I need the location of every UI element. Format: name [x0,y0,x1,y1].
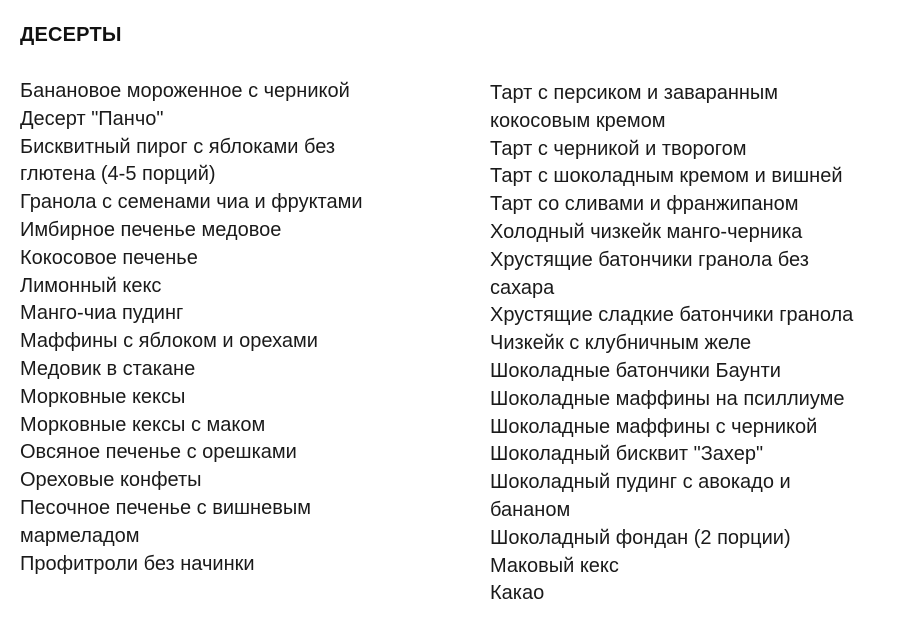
list-item: глютена (4-5 порций) [20,163,216,186]
list-item: Хрустящие батончики гранола без [490,248,809,271]
list-item: Шоколадный бисквит "Захер" [490,443,764,466]
list-item: Шоколадный фондан (2 порции) [490,526,791,549]
list-item: Гранола с семенами чиа и фруктами [20,191,363,214]
list-item: Лимонный кекс [20,274,162,297]
list-item: Профитроли без начинки [20,552,255,575]
list-item: Какао [490,582,545,605]
list-item: Холодный чизкейк манго-черника [490,220,803,243]
list-item: Манго-чиа пудинг [20,302,184,325]
list-item: Тарт с персиком и заваранным [490,82,779,104]
list-item: Шоколадный пудинг с авокадо и [490,471,791,494]
list-item: Морковные кексы с маком [20,413,266,436]
list-item: Чизкейк с клубничным желе [490,332,752,355]
list-item: Хрустящие сладкие батончики гранола [490,304,854,327]
list-item: Ореховые конфеты [20,469,202,492]
list-item: Маффины с яблоком и орехами [20,330,318,353]
list-item: Тарт с черникой и творогом [490,137,747,160]
list-item: сахара [490,276,555,299]
list-item: Маковый кекс [490,554,619,577]
page-title: ДЕСЕРТЫ [20,24,122,46]
list-item: мармеладом [20,524,140,547]
list-item: Песочное печенье с вишневым [20,496,311,519]
dessert-list-left [20,78,460,578]
list-item: Банановое мороженное с черникой [20,80,350,102]
list-item: Морковные кексы [20,385,186,408]
list-item: Десерт "Панчо" [20,107,164,130]
list-item: Имбирное печенье медовое [20,218,282,241]
list-item: Тарт со сливами и франжипаном [490,193,799,216]
list-item: Медовик в стакане [20,357,196,380]
list-item: Шоколадные маффины на псиллиуме [490,387,845,410]
list-item: Тарт с шоколадным кремом и вишней [490,165,843,188]
list-item: Шоколадные батончики Баунти [490,359,781,382]
list-item: Овсяное печенье с орешками [20,441,297,464]
list-item: Шоколадные маффины с черникой [490,415,818,438]
list-item: кокосовым кремом [490,109,666,132]
list-item: бананом [490,498,571,521]
dessert-list-right [490,80,915,608]
list-item: Бисквитный пирог с яблоками без [20,135,336,158]
list-item: Кокосовое печенье [20,246,198,269]
